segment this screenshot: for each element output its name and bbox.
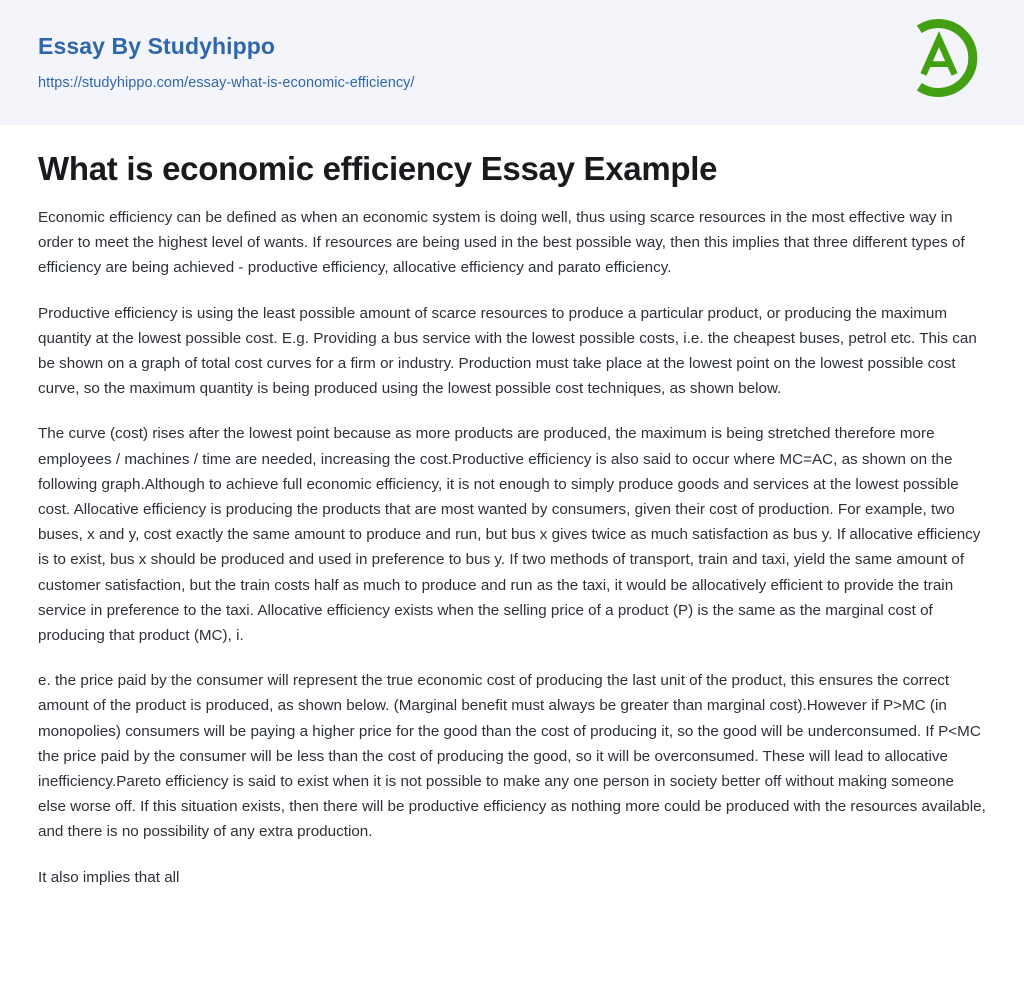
article-body [38, 205, 986, 890]
source-url-link[interactable]: https://studyhippo.com/essay-what-is-economic-efficiency/ [38, 74, 415, 91]
article-paragraph: It also implies that all [38, 868, 180, 886]
article-paragraph: e. the price paid by the consumer will represent the true economic cost of producing the last unit of the product, this ensures the correct amount of the product is produced, as shown below. (Marginal benefit must always be greater than marginal cost).However if P>MC (in monopolies) consumers will be paying a higher price for the good than the cost of producing it, so the good will be underconsumed. If P<MC the price paid by the consumer will be less than the cost of producing the good, so it will be overconsumed. These will lead to allocative inefficiency.Pareto efficiency is said to exist when it is not possible to make any one person in society better off without making someone else worse off. If this situation exists, then there will be productive efficiency as nothing more could be produced with the resources available, and there is no possibility of any extra production. [38, 672, 986, 841]
logo-wrap [898, 0, 986, 99]
header-inner [38, 0, 986, 125]
brand-title: Essay By Studyhippo [38, 33, 276, 59]
article-paragraph: Productive efficiency is using the least possible amount of scarce resources to produce a particular product, or producing the maximum quantity at the lowest possible cost. E.g. Providing a bus service with the lowest possible costs, i.e. the cheapest buses, petrol etc. This can be shown on a graph of total cost curves for a firm or industry. Production must take place at the lowest point on the lowest possible cost curve, so the maximum quantity is being produced using the lowest possible cost techniques, as shown below. [38, 304, 977, 398]
studyhippo-a-logo-icon [898, 17, 980, 99]
logo-letter-a-outline [923, 39, 954, 74]
brand-block [38, 0, 415, 92]
page-header [0, 0, 1024, 125]
article-paragraph: The curve (cost) rises after the lowest point because as more products are produced, the maximum is being stretched therefore more employees / machines / time are needed, increasing the cost.Productive efficiency is also said to occur where MC=AC, as shown on the following graph.Although to achieve full economic efficiency, it is not enough to simply produce goods and services at the lowest possible cost. Allocative efficiency is producing the products that are most wanted by consumers, given their cost of production. For example, two buses, x and y, cost exactly the same amount to produce and run, but bus x gives twice as much satisfaction as bus y. If allocative efficiency is to exist, bus x should be produced and used in preference to bus y. If two methods of transport, train and taxi, yield the same amount of customer satisfaction, but the train costs half as much to produce and run as the taxi, it would be allocatively efficient to provide the train service in preference to the taxi. Allocative efficiency exists when the selling price of a product (P) is the same as the marginal cost of producing that product (MC), i. [38, 425, 981, 644]
article-paragraph: Economic efficiency can be defined as when an economic system is doing well, thus using scarce resources in the most effective way in order to meet the highest level of wants. If resources are being used in the best possible way, then this implies that three different types of efficiency are being achieved - productive efficiency, allocative efficiency and parato efficiency. [38, 208, 965, 277]
article-container [0, 125, 1024, 890]
page-title: What is economic efficiency Essay Example [38, 150, 718, 187]
